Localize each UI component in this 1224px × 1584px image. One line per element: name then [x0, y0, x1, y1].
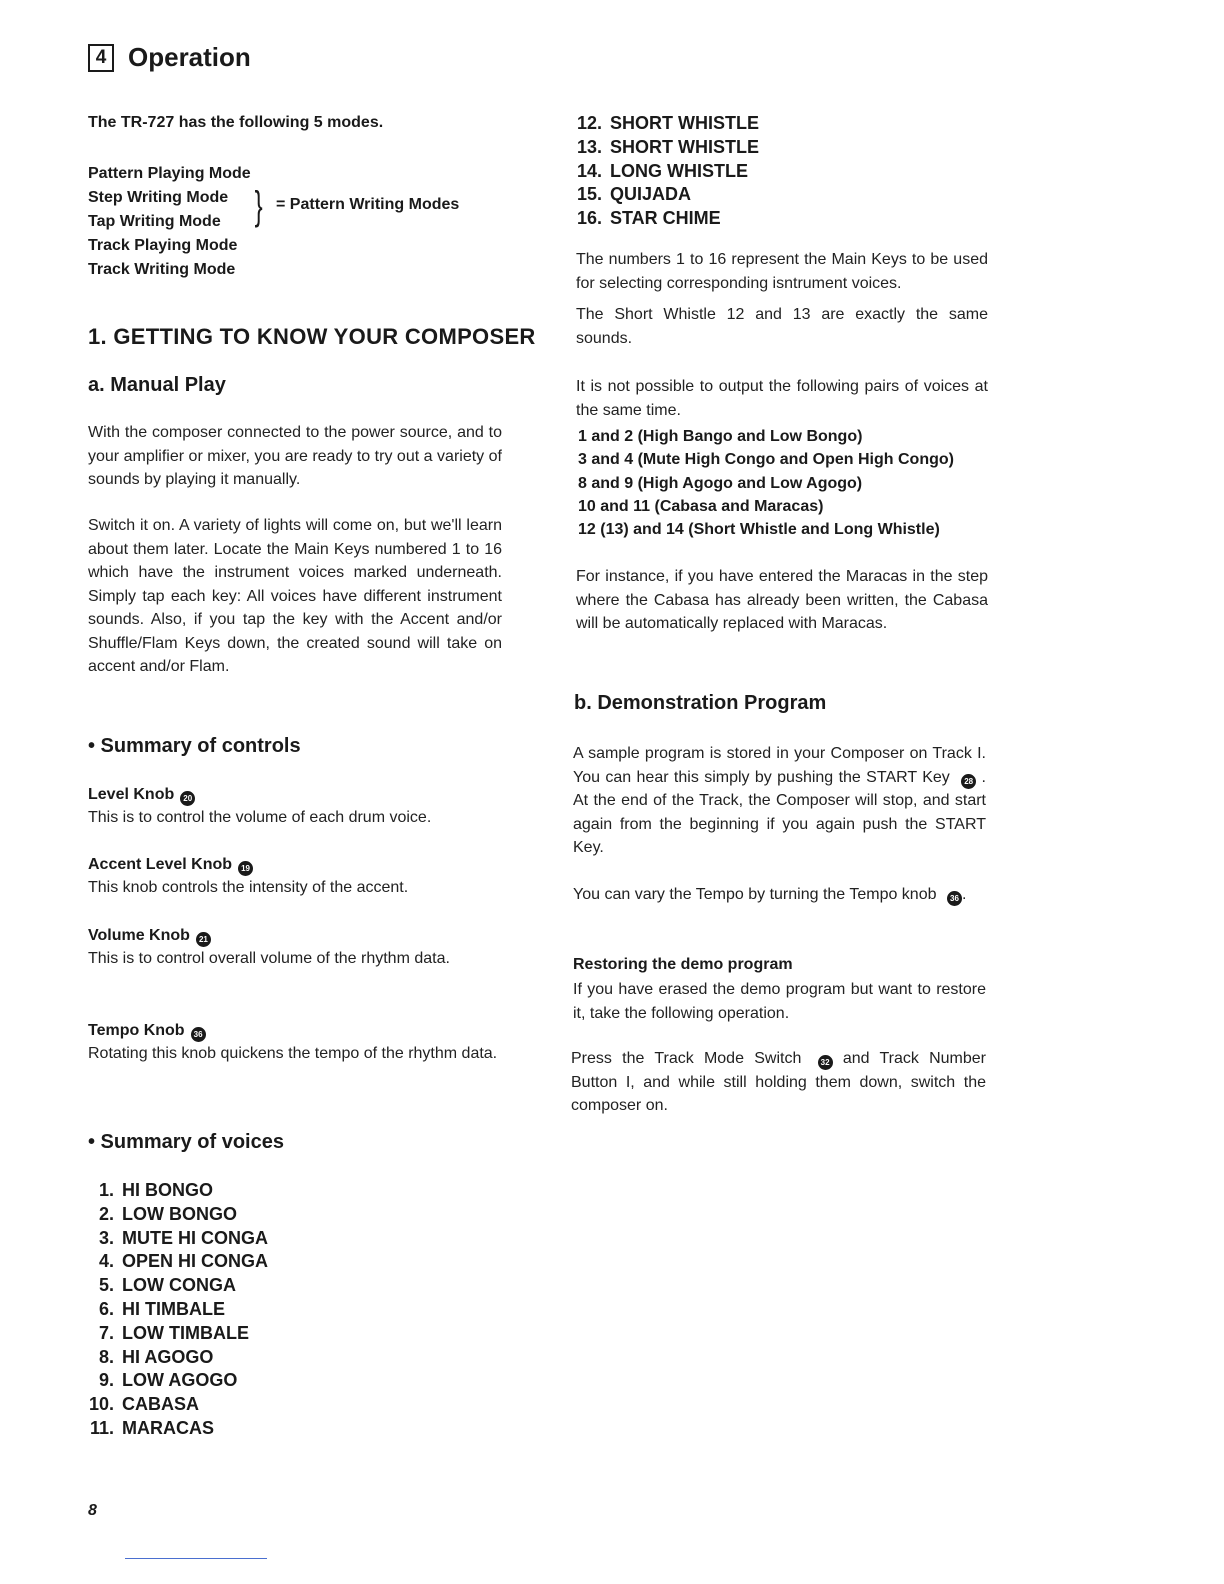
voice-list-continued	[568, 112, 759, 231]
list-item: 10 and 11 (Cabasa and Maracas)	[578, 497, 824, 515]
control-title: Level Knob	[88, 786, 175, 803]
list-item: 12. SHORT WHISTLE	[576, 113, 759, 133]
section-number: 4	[88, 44, 114, 72]
control-title: Tempo Knob	[88, 1022, 185, 1039]
list-item: 10. CABASA	[88, 1394, 200, 1415]
list-item: 3. MUTE HI CONGA	[98, 1227, 268, 1248]
list-item: 5. LOW CONGA	[98, 1275, 236, 1296]
mode-item: Track Playing Mode	[88, 237, 238, 254]
page-number: 8	[88, 1502, 97, 1519]
list-item: 14. LONG WHISTLE	[576, 160, 748, 181]
control-text: This is to control the volume of each drum voice.	[88, 809, 432, 826]
track-mode-marker: 32	[818, 1055, 833, 1070]
control-marker: 21	[196, 932, 211, 947]
pairs-intro: It is not possible to output the following pairs of voices at the same time.	[576, 378, 988, 419]
control-volume-knob	[88, 927, 502, 971]
control-marker: 20	[180, 791, 195, 806]
list-item: 7. LOW TIMBALE	[98, 1322, 249, 1343]
control-text: This knob controls the intensity of the accent.	[88, 879, 409, 896]
section-title: Operation	[128, 42, 251, 72]
footer-divider	[125, 1558, 267, 1559]
mode-item: Step Writing Mode	[88, 189, 229, 206]
demo-para-1: A sample program is stored in your Composer on Track I. You can hear this simply by pushing the START Key 28 . At the end of the Track, the Composer will stop, and start again from the beginning if you again push the START Key.	[573, 745, 986, 856]
manual-play-para-2: Switch it on. A variety of lights will come on, but we'll learn about them later. Locate the Main Keys numbered 1 to 16 which have the instrument voices marked underneath. Simply tap each key: All voices have different instrument sounds. Also, if you tap the key with the Accent and/or Shuffle/Flam Keys down, the created sound will take on accent and/or Flam.	[88, 517, 502, 675]
control-accent-level-knob	[88, 856, 502, 900]
mode-item: Pattern Playing Mode	[88, 165, 251, 182]
list-item: 13. SHORT WHISTLE	[576, 136, 759, 157]
list-item: 15. QUIJADA	[576, 184, 692, 205]
manual-play-para-1: With the composer connected to the power source, and to your amplifier or mixer, you are ready to try out a variety of sounds by playing it manually.	[88, 424, 502, 488]
list-item: 16. STAR CHIME	[576, 208, 721, 229]
intro-text: The TR-727 has the following 5 modes.	[88, 114, 384, 131]
list-item: 1 and 2 (High Bango and Low Bongo)	[578, 428, 863, 445]
summary-voices-heading: • Summary of voices	[88, 1131, 284, 1153]
tempo-knob-marker: 36	[947, 891, 962, 906]
voices-note-2: The Short Whistle 12 and 13 are exactly the same sounds.	[576, 306, 988, 347]
control-marker: 19	[238, 861, 253, 876]
control-title: Accent Level Knob	[88, 856, 233, 873]
list-item: 1. HI BONGO	[98, 1180, 214, 1200]
control-marker: 36	[191, 1027, 206, 1042]
demo-heading: b. Demonstration Program	[574, 692, 827, 714]
summary-controls-heading: • Summary of controls	[88, 735, 301, 757]
list-item: 4. OPEN HI CONGA	[98, 1251, 269, 1272]
restore-para: If you have erased the demo program but want to restore it, take the following operation.	[573, 981, 986, 1022]
demo-para-2: You can vary the Tempo by turning the Tempo knob 36 .	[573, 883, 986, 907]
list-item: 11. MARACAS	[89, 1417, 214, 1438]
modes-list	[88, 162, 251, 282]
control-tempo-knob	[88, 1022, 502, 1066]
section-header	[88, 42, 251, 73]
list-item: 3 and 4 (Mute High Congo and Open High Congo)	[578, 451, 954, 469]
voice-pairs-list	[578, 425, 954, 541]
pattern-writing-label: = Pattern Writing Modes	[276, 196, 460, 213]
list-item: 8 and 9 (High Agogo and Low Agogo)	[578, 474, 863, 492]
voices-note-1: The numbers 1 to 16 represent the Main Keys to be used for selecting corresponding isntrument voices.	[576, 251, 988, 292]
mode-item: Track Writing Mode	[88, 261, 236, 278]
restore-heading: Restoring the demo program	[573, 956, 793, 973]
start-key-marker: 28	[961, 774, 976, 789]
press-para: Press the Track Mode Switch 32 and Track Number Button I, and while still holding them down, switch the composer on.	[571, 1050, 986, 1114]
mode-item: Tap Writing Mode	[88, 213, 221, 230]
control-text: Rotating this knob quickens the tempo of the rhythm data.	[88, 1045, 498, 1062]
control-level-knob	[88, 786, 502, 830]
list-item: 12 (13) and 14 (Short Whistle and Long Whistle)	[578, 521, 940, 539]
control-text: This is to control overall volume of the rhythm data.	[88, 950, 450, 967]
list-item: 6. HI TIMBALE	[98, 1298, 225, 1319]
manual-play-heading: a. Manual Play	[88, 374, 226, 396]
list-item: 9. LOW AGOGO	[98, 1370, 238, 1391]
list-item: 8. HI AGOGO	[98, 1346, 214, 1367]
brace-glyph: }	[254, 184, 263, 228]
control-title: Volume Knob	[88, 927, 190, 944]
pairs-example: For instance, if you have entered the Maracas in the step where the Cabasa has already been written, the Cabasa will be automatically replaced with Maracas.	[576, 568, 988, 632]
getting-to-know-heading: 1. GETTING TO KNOW YOUR COMPOSER	[88, 324, 536, 349]
list-item: 2. LOW BONGO	[98, 1203, 237, 1224]
voice-list	[80, 1179, 268, 1441]
